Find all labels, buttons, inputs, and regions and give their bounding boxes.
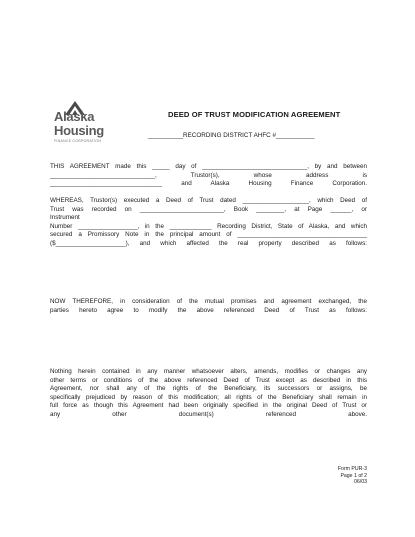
text-line: Agreement, nor shall any of the rights of the Beneficiary, its successors or assigns, be bbox=[50, 385, 367, 392]
logo-line-2: Housing bbox=[54, 123, 104, 138]
logo-line-1: Alaska bbox=[54, 109, 95, 124]
text-line: other terms or conditions of the above referenced Deed of Trust except as described in this bbox=[50, 376, 367, 384]
logo bbox=[44, 101, 130, 147]
text-line: Instrument bbox=[50, 214, 80, 221]
text-line: WHEREAS, Trustor(s) executed a Deed of Trust dated ___________________, which Deed of bbox=[50, 197, 367, 204]
text-line: any other document(s) referenced above. bbox=[50, 410, 367, 418]
text-line: Number _________________, in the ____________ Recording District, State of Alaska, and which bbox=[50, 222, 367, 230]
text-line: ($____________________), and which affected the real property described as follows: bbox=[50, 239, 367, 247]
form-footer bbox=[329, 466, 367, 486]
text-line: ______________________________, Trustor(s), whose address is bbox=[50, 171, 367, 179]
text-line: ________________________________ and Alaska Housing Finance Corporation. bbox=[50, 180, 367, 187]
page-number: Page 1 of 2 bbox=[340, 472, 367, 479]
nothing-herein-paragraph bbox=[50, 368, 367, 419]
form-number: Form PUR-3 bbox=[337, 466, 367, 472]
recording-district-line: __________RECORDING DISTRICT AHFC #___________ bbox=[148, 132, 315, 139]
text-line: specifically prejudiced by reason of this modification; all rights of the Beneficiary shall remain in bbox=[50, 393, 367, 401]
text-line: NOW THEREFORE, in consideration of the mutual promises and agreement exchanged, the bbox=[50, 298, 367, 305]
document-title: DEED OF TRUST MODIFICATION AGREEMENT bbox=[168, 110, 341, 119]
text-line: full force as though this Agreement had been originally specified in the original Deed of Trust or bbox=[50, 402, 367, 409]
logo-line-3: FINANCE CORPORATION bbox=[54, 139, 102, 143]
text-line: secured a Promissory Note in the principal amount of _____________________________________ bbox=[50, 231, 367, 238]
now-therefore-paragraph bbox=[50, 298, 367, 315]
text-line: parties hereto agree to modify the above referenced Deed of Trust as follows: bbox=[50, 306, 367, 314]
text-line: Nothing herein contained in any manner whatsoever alters, amends, modifies or changes any bbox=[50, 368, 367, 375]
whereas-paragraph bbox=[50, 197, 367, 248]
text-line: Trust was recorded on ________________________, Book ________, at Page ______, or bbox=[50, 205, 367, 213]
text-line: THIS AGREEMENT made this _____ day of ______________________________, by and between bbox=[50, 163, 367, 170]
agreement-paragraph bbox=[50, 163, 367, 189]
form-date: 06/03 bbox=[354, 479, 367, 486]
